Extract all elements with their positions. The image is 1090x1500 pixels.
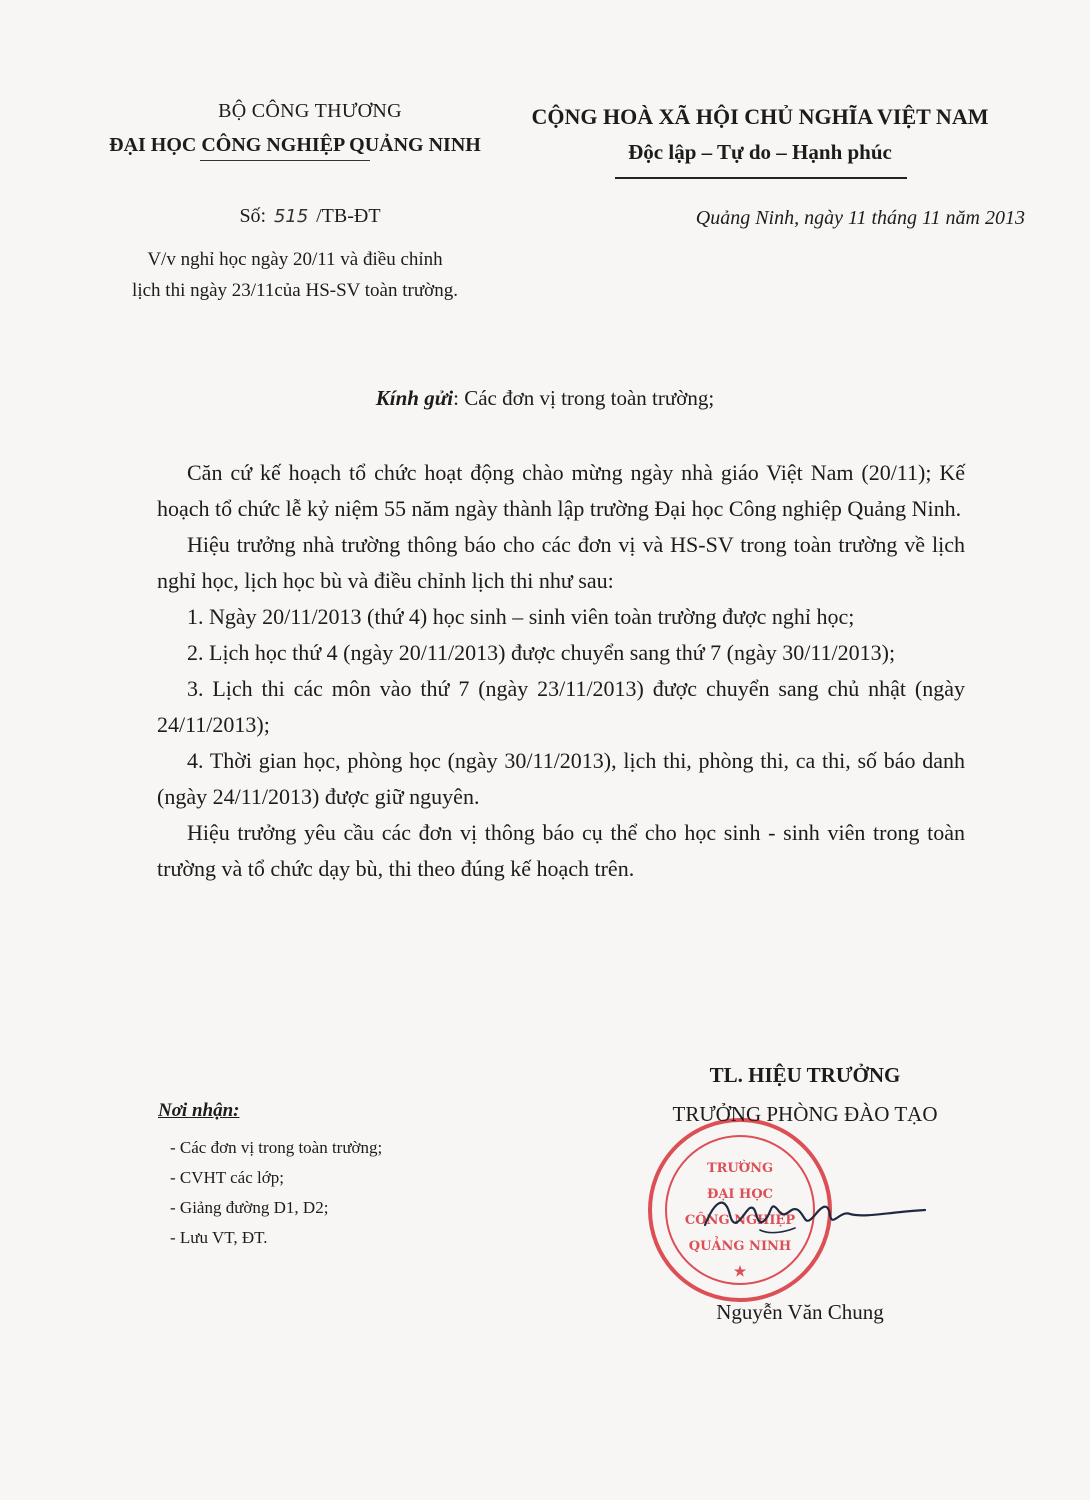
addressee-text: Các đơn vị trong toàn trường;	[464, 386, 715, 410]
recipient-item: - Các đơn vị trong toàn trường;	[170, 1138, 383, 1157]
body-paragraph: 2. Lịch học thứ 4 (ngày 20/11/2013) được chuyển sang thứ 7 (ngày 30/11/2013);	[187, 640, 896, 665]
school-underline	[200, 160, 370, 161]
nation-title: CỘNG HOÀ XÃ HỘI CHỦ NGHĨA VIỆT NAM	[531, 104, 989, 129]
body-paragraph: Căn cứ kế hoạch tổ chức hoạt động chào mừng ngày nhà giáo Việt Nam (20/11); Kế hoạch tổ chức lễ kỷ niệm 55 năm ngày thành lập trường Đại học Công nghiệp Quảng Ninh.	[157, 460, 965, 521]
addressee: Kính gửi: Các đơn vị trong toàn trường;	[375, 386, 715, 410]
recipients-label: Nơi nhận:	[158, 1100, 240, 1121]
signer-name: Nguyễn Văn Chung	[716, 1300, 884, 1324]
body-paragraph: Hiệu trưởng nhà trường thông báo cho các đơn vị và HS-SV trong toàn trường về lịch nghỉ học, lịch học bù và điều chỉnh lịch thi như sau:	[157, 532, 965, 593]
ministry-name: BỘ CÔNG THƯƠNG	[218, 100, 402, 122]
signature-role-primary: TL. HIỆU TRƯỞNG	[709, 1063, 901, 1087]
recipient-item: - CVHT các lớp;	[170, 1168, 284, 1187]
document-body	[157, 455, 965, 887]
document-number-suffix: /TB-ĐT	[316, 205, 381, 227]
addressee-label: Kính gửi	[375, 386, 454, 410]
svg-text:TRƯỜNG: TRƯỜNG	[706, 1161, 774, 1176]
svg-text:★: ★	[733, 1264, 747, 1280]
place-date: Quảng Ninh, ngày 11 tháng 11 năm 2013	[695, 207, 1025, 229]
svg-text:CÔNG NGHIỆP: CÔNG NGHIỆP	[684, 1213, 796, 1228]
document-number-handwritten: 515	[273, 206, 309, 227]
body-paragraph: Hiệu trưởng yêu cầu các đơn vị thông báo cụ thể cho học sinh - sinh viên trong toàn trường và tổ chức dạy bù, thi theo đúng kế hoạch trên.	[157, 820, 965, 881]
subject-line-1: V/v nghỉ học ngày 20/11 và điều chỉnh	[147, 249, 443, 270]
document-number-prefix: Số:	[239, 205, 267, 227]
recipient-item: - Giảng đường D1, D2;	[170, 1198, 329, 1217]
school-name: ĐẠI HỌC CÔNG NGHIỆP QUẢNG NINH	[109, 134, 481, 156]
body-paragraph: 1. Ngày 20/11/2013 (thứ 4) học sinh – sinh viên toàn trường được nghỉ học;	[187, 604, 855, 629]
document-number	[110, 205, 510, 228]
body-paragraph: 4. Thời gian học, phòng học (ngày 30/11/2013), lịch thi, phòng thi, ca thi, số báo danh (ngày 24/11/2013) được giữ nguyên.	[157, 748, 965, 809]
svg-text:QUẢNG NINH: QUẢNG NINH	[688, 1239, 792, 1254]
motto-underline	[615, 177, 907, 179]
national-motto: Độc lập – Tự do – Hạnh phúc	[628, 140, 892, 164]
svg-text:ĐẠI HỌC: ĐẠI HỌC	[706, 1187, 774, 1202]
subject-line-2: lịch thi ngày 23/11của HS-SV toàn trường.	[132, 280, 458, 301]
document-subject	[80, 244, 510, 306]
signature-role-secondary: TRƯỞNG PHÒNG ĐÀO TẠO	[672, 1102, 938, 1126]
recipient-item: - Lưu VT, ĐT.	[170, 1228, 268, 1247]
handwritten-signature	[700, 1180, 930, 1250]
body-paragraph: 3. Lịch thi các môn vào thứ 7 (ngày 23/11/2013) được chuyển sang chủ nhật (ngày 24/11/2013);	[157, 676, 965, 737]
recipients-list	[170, 1133, 382, 1253]
